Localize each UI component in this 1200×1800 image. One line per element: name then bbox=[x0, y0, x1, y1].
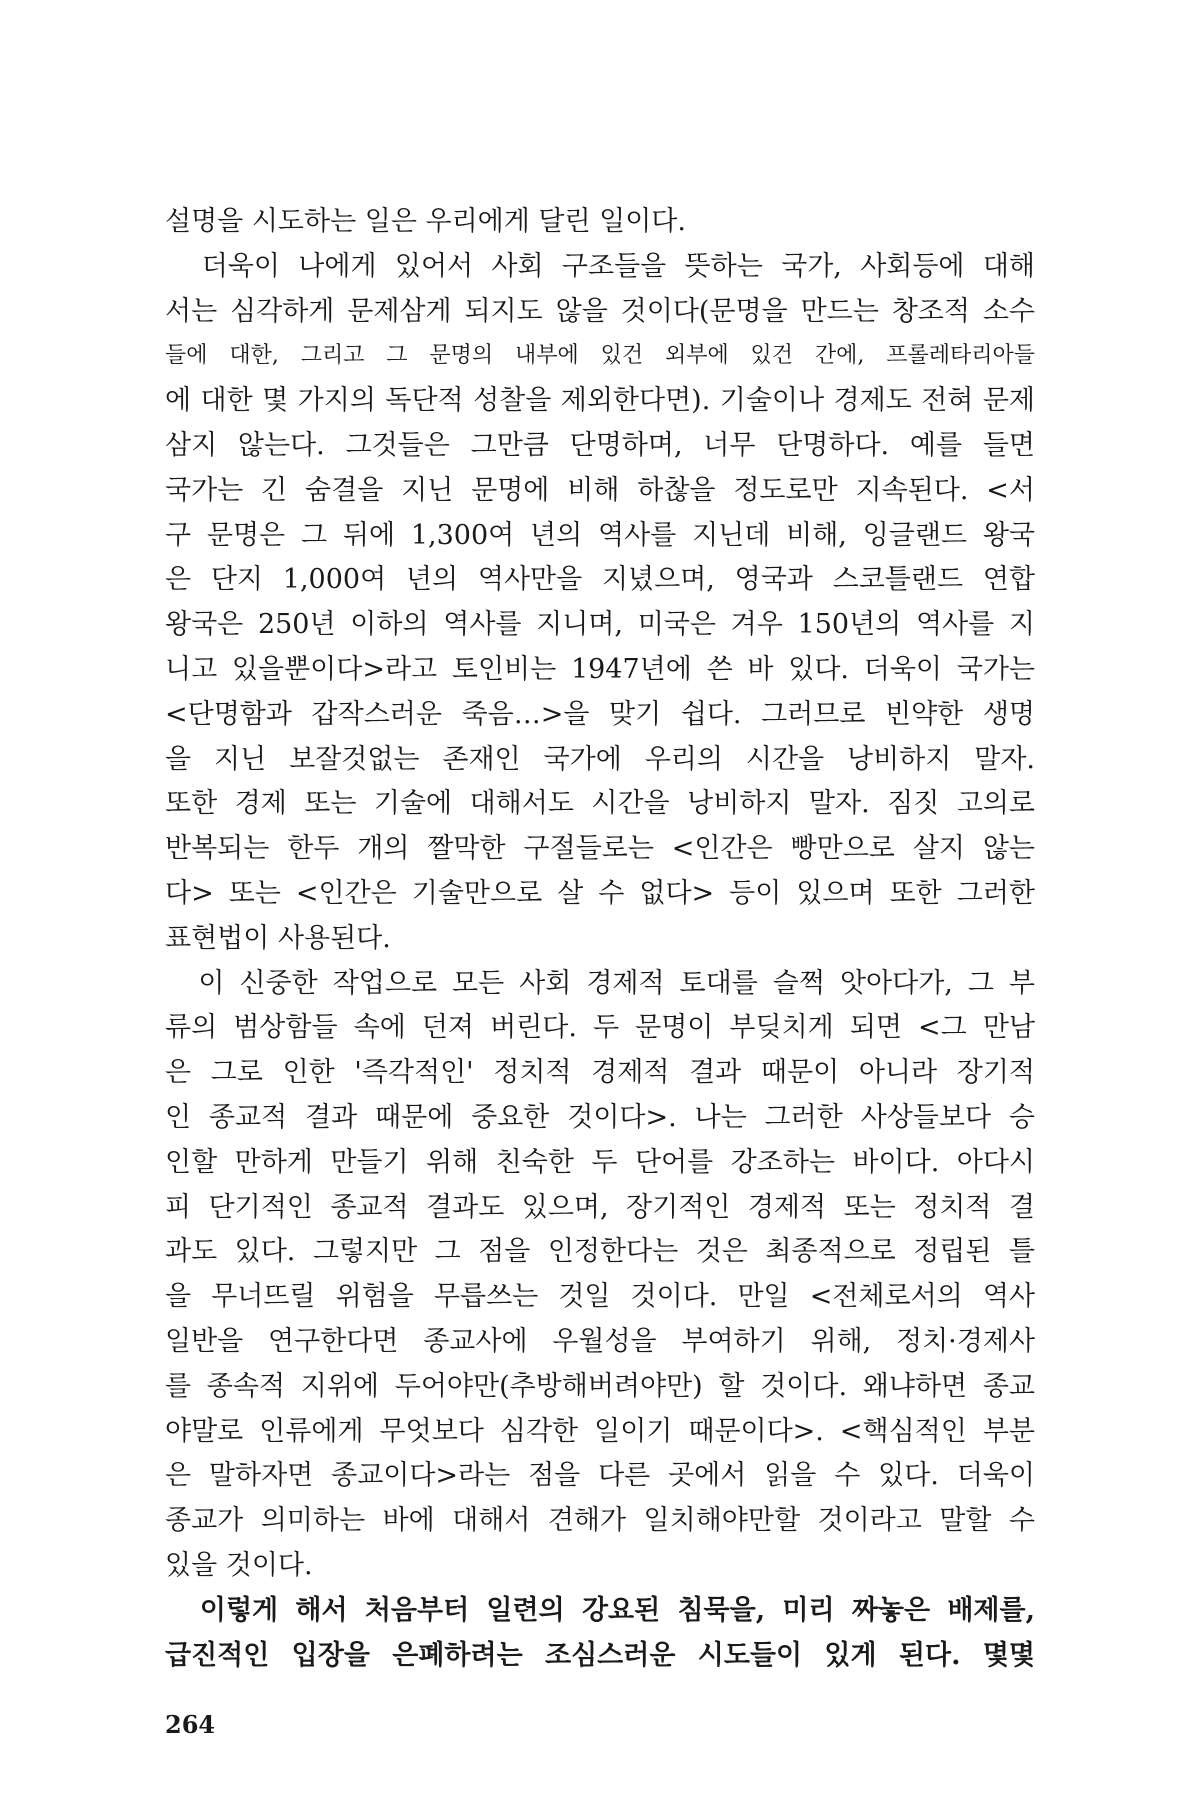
text-line: 니고 있을뿐이다>라고 토인비는 1947년에 쓴 바 있다. 더욱이 국가는 bbox=[165, 653, 1035, 685]
text-line: 피 단기적인 종교적 결과도 있으며, 장기적인 경제적 또는 정치적 결 bbox=[165, 1191, 1035, 1223]
text-line: 들에 대한, 그리고 그 문명의 내부에 있건 외부에 있건 간에, 프롤레타리아들 bbox=[165, 343, 1035, 369]
text-line: 야말로 인류에게 무엇보다 심각한 일이기 때문이다>. <핵심적인 부분 bbox=[165, 1415, 1035, 1447]
text-line: 삼지 않는다. 그것들은 그만큼 단명하며, 너무 단명하다. 예를 들면 bbox=[165, 429, 1035, 461]
text-line: 종교가 의미하는 바에 대해서 견해가 일치해야만할 것이라고 말할 수 bbox=[165, 1505, 1035, 1537]
text-line: 반복되는 한두 개의 짤막한 구절들로는 <인간은 빵만으로 살지 않는 bbox=[165, 833, 1035, 865]
text-line: 표현법이 사용된다. bbox=[165, 922, 391, 954]
text-line: 더욱이 나에게 있어서 사회 구조들을 뜻하는 국가, 사회등에 대해 bbox=[165, 250, 1035, 282]
text-line: 을 지닌 보잘것없는 존재인 국가에 우리의 시간을 낭비하지 말자. bbox=[165, 743, 1035, 775]
text-line: 설명을 시도하는 일은 우리에게 달린 일이다. bbox=[165, 206, 686, 237]
text-line: 은 단지 1,000여 년의 역사만을 지녔으며, 영국과 스코틀랜드 연합 bbox=[165, 564, 1035, 596]
text-line: 이 신중한 작업으로 모든 사회 경제적 토대를 슬쩍 앗아다가, 그 부 bbox=[165, 967, 1035, 999]
text-line: 를 종속적 지위에 두어야만(추방해버려야만) 할 것이다. 왜냐하면 종교 bbox=[165, 1370, 1035, 1402]
text-line: 이렇게 해서 처음부터 일련의 강요된 침묵을, 미리 짜놓은 배제를, bbox=[165, 1594, 1035, 1626]
text-line: 은 그로 인한 '즉각적인' 정치적 경제적 결과 때문이 아니라 장기적 bbox=[165, 1057, 1035, 1089]
text-line: <단명함과 갑작스러운 죽음…>을 맞기 쉽다. 그러므로 빈약한 생명 bbox=[165, 698, 1035, 730]
text-line: 왕국은 250년 이하의 역사를 지니며, 미국은 겨우 150년의 역사를 지 bbox=[165, 609, 1035, 641]
text-line: 에 대한 몇 가지의 독단적 성찰을 제외한다면). 기술이나 경제도 전혀 문제 bbox=[165, 385, 1035, 417]
text-line: 일반을 연구한다면 종교사에 우월성을 부여하기 위해, 정치·경제사 bbox=[165, 1325, 1035, 1357]
body-text bbox=[165, 200, 1035, 1678]
text-line: 인 종교적 결과 때문에 중요한 것이다>. 나는 그러한 사상들보다 승 bbox=[165, 1101, 1035, 1133]
text-line: 급진적인 입장을 은폐하려는 조심스러운 시도들이 있게 된다. 몇몇 bbox=[165, 1639, 1035, 1671]
text-line: 또한 경제 또는 기술에 대해서도 시간을 낭비하지 말자. 짐짓 고의로 bbox=[165, 788, 1035, 820]
text-line: 과도 있다. 그렇지만 그 점을 인정한다는 것은 최종적으로 정립된 틀 bbox=[165, 1236, 1035, 1268]
page-number: 264 bbox=[165, 1710, 216, 1739]
text-line: 있을 것이다. bbox=[165, 1549, 313, 1581]
text-line: 다> 또는 <인간은 기술만으로 살 수 없다> 등이 있으며 또한 그러한 bbox=[165, 877, 1035, 909]
text-line: 류의 범상함들 속에 던져 버린다. 두 문명이 부딪치게 되면 <그 만남 bbox=[165, 1012, 1035, 1044]
text-line: 을 무너뜨릴 위험을 무릅쓰는 것일 것이다. 만일 <전체로서의 역사 bbox=[165, 1281, 1035, 1313]
text-line: 인할 만하게 만들기 위해 친숙한 두 단어를 강조하는 바이다. 아다시 bbox=[165, 1146, 1035, 1178]
text-line: 국가는 긴 숨결을 지닌 문명에 비해 하찮을 정도로만 지속된다. <서 bbox=[165, 474, 1035, 506]
text-line: 은 말하자면 종교이다>라는 점을 다른 곳에서 읽을 수 있다. 더욱이 bbox=[165, 1460, 1035, 1492]
text-line: 구 문명은 그 뒤에 1,300여 년의 역사를 지닌데 비해, 잉글랜드 왕국 bbox=[165, 519, 1035, 551]
text-line: 서는 심각하게 문제삼게 되지도 않을 것이다(문명을 만드는 창조적 소수 bbox=[165, 295, 1035, 327]
